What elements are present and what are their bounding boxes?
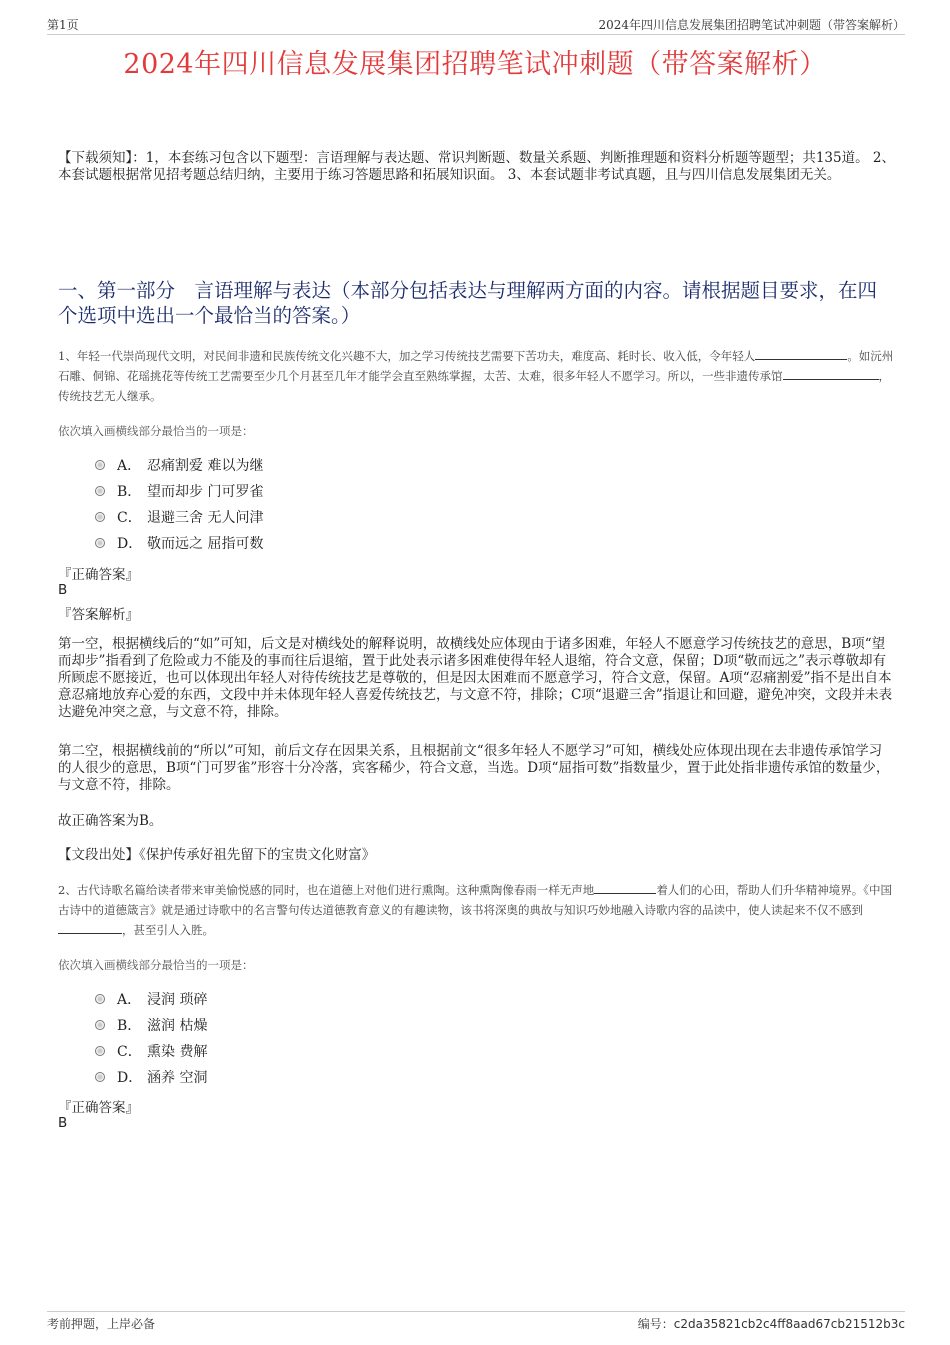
option-c[interactable]: C． 熏染 费解 <box>95 1038 207 1064</box>
section-title: 一、第一部分 言语理解与表达（本部分包括表达与理解两方面的内容。请根据题目要求，在四个选项中选出一个最恰当的答案。） <box>58 279 878 327</box>
question-1-stem-part1: 1、年轻一代崇尚现代文明，对民间非遗和民族传统文化兴趣不大，加之学习传统技艺需要下苦功夫，难度高、耗时长、收入低，令年轻人 <box>58 349 756 363</box>
analysis-label: 『答案解析』 <box>58 607 139 623</box>
download-notice: 【下载须知】：1，本套练习包含以下题型：言语理解与表达题、常识判断题、数量关系题、判断推理题和资料分析题等题型；共135道。 2、本套试题根据常见招考题总结归纳，主要用于练习答题思路和拓展知识面。 3、本套试题非考试真题，且与四川信息发展集团无关。 <box>58 150 895 183</box>
blank-1 <box>594 880 656 894</box>
radio-icon[interactable] <box>95 512 105 522</box>
question-2-options <box>95 986 207 1090</box>
option-b[interactable]: B． 滋润 枯燥 <box>95 1012 207 1038</box>
radio-icon[interactable] <box>95 460 105 470</box>
answer-value: B <box>58 582 68 598</box>
question-2-stem-part2: 着人们的心田，帮助人们升华精神境界。《中国古诗中的道德箴言》就是通过诗歌中的名言警句传达道德教育意义的有趣读物，该书将深奥的典故与知识巧妙地融入诗歌内容的品读中，使人读起来不仅不感到 <box>58 883 893 917</box>
question-2-stem-part1: 2、古代诗歌名篇给读者带来审美愉悦感的同时，也在道德上对他们进行熏陶。这种熏陶像春雨一样无声地 <box>58 883 595 897</box>
question-2-stem-part3: ，甚至引人入胜。 <box>122 923 214 937</box>
footer-code-label: 编号： <box>637 1317 674 1331</box>
analysis-paragraph-1: 第一空，根据横线后的“如”可知，后文是对横线处的解释说明，故横线处应体现由于诸多困难，年轻人不愿意学习传统技艺的意思，B项“望而却步”指看到了危险或力不能及的事而往后退缩，置于此处表示诸多困难使得年轻人退缩，符合文意，保留；D项“敬而远之”表示尊敬却有所顾虑不愿接近，也可以体现出年轻人对待传统技艺是尊敬的，但是因太困难而不愿意学习，符合文意，保留。A项“忍痛割爱”指不是出自本意忍痛地放弃心爱的东西，文段中并未体现年轻人喜爱传统技艺，与文意不符，排除；C项“退避三舍”指退让和回避，避免冲突，文段并未表达避免冲突之意，与文意不符，排除。 <box>58 636 893 720</box>
option-d[interactable]: D． 敬而远之 屈指可数 <box>95 530 263 556</box>
document-title: 2024年四川信息发展集团招聘笔试冲刺题（带答案解析） <box>123 49 827 80</box>
footer-code-value: c2da35821cb2c4ff8aad67cb21512b3c <box>673 1317 905 1331</box>
radio-icon[interactable] <box>95 1046 105 1056</box>
header-doc-name: 2024年四川信息发展集团招聘笔试冲刺题（带答案解析） <box>598 18 905 32</box>
page-number: 第1页 <box>47 18 79 32</box>
footer-code <box>638 1315 905 1332</box>
passage-source: 【文段出处】《保护传承好祖先留下的宝贵文化财富》 <box>58 847 376 863</box>
option-c[interactable]: C． 退避三舍 无人问津 <box>95 504 263 530</box>
blank-1 <box>755 346 847 360</box>
analysis-paragraph-2: 第二空，根据横线前的“所以”可知，前后文存在因果关系，且根据前文“很多年轻人不愿学习”可知，横线处应体现出现在去非遗传承馆学习的人很少的意思，B项“门可罗雀”形容十分冷落，宾客稀少，符合文意，当选。D项“屈指可数”指数量少，置于此处指非遗传承馆的数量少，与文意不符，排除。 <box>58 743 890 793</box>
radio-icon[interactable] <box>95 538 105 548</box>
answer-label: 『正确答案』 <box>58 1100 139 1116</box>
answer-value: B <box>58 1115 68 1131</box>
page-header <box>47 14 905 35</box>
question-1-options <box>95 452 263 556</box>
answer-label: 『正确答案』 <box>58 567 139 583</box>
analysis-conclusion: 故正确答案为B。 <box>58 813 163 829</box>
option-a[interactable]: A． 浸润 琐碎 <box>95 986 207 1012</box>
radio-icon[interactable] <box>95 1072 105 1082</box>
option-a[interactable]: A． 忍痛割爱 难以为继 <box>95 452 263 478</box>
blank-2 <box>783 366 879 380</box>
option-b[interactable]: B． 望而却步 门可罗雀 <box>95 478 263 504</box>
blank-2 <box>58 920 122 934</box>
radio-icon[interactable] <box>95 1020 105 1030</box>
radio-icon[interactable] <box>95 994 105 1004</box>
question-1-instruction: 依次填入画横线部分最恰当的一项是： <box>58 424 254 438</box>
footer-slogan: 考前押题，上岸必备 <box>47 1317 156 1331</box>
page-footer <box>47 1311 905 1334</box>
question-2-instruction: 依次填入画横线部分最恰当的一项是： <box>58 958 254 972</box>
question-1-stem <box>58 346 900 406</box>
option-d[interactable]: D． 涵养 空洞 <box>95 1064 207 1090</box>
question-1-stem-part2: 。如沅州石雕、侗锦、花瑶挑花等传统工艺需要至少几个月甚至几年才能学会直至熟练掌握，太苦、太难，很多年轻人不愿学习。所以，一些非遗传承馆 <box>58 349 894 383</box>
question-2-stem <box>58 880 900 940</box>
question-1-stem-part3: ，传统技艺无人继承。 <box>58 369 890 403</box>
radio-icon[interactable] <box>95 486 105 496</box>
